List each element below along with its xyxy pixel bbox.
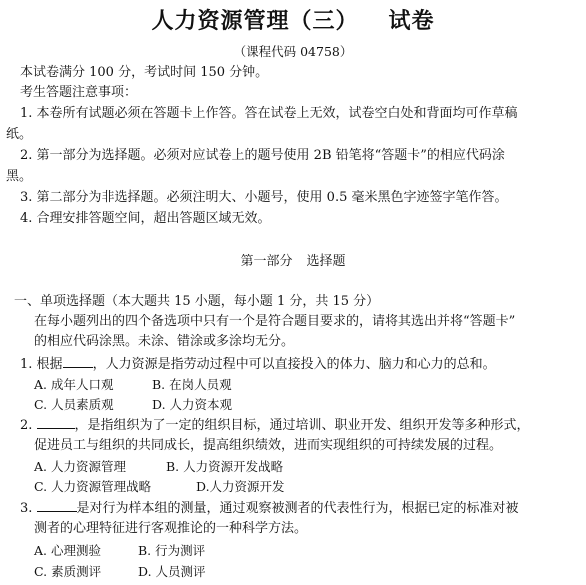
question-1-number: 1. bbox=[20, 357, 33, 372]
exam-title-main: 人力资源管理（三） bbox=[151, 9, 359, 34]
note-line-1-cont: 纸。 bbox=[6, 127, 33, 142]
question-3-option-c: C. 素质测评 bbox=[34, 564, 102, 579]
question-3-text-cont: 测者的心理特征进行客观推论的一种科学方法。 bbox=[34, 521, 308, 536]
answer-blank bbox=[37, 499, 77, 512]
question-3-option-b: B. 行为测评 bbox=[138, 543, 206, 558]
exam-title-suffix: 试卷 bbox=[388, 9, 435, 34]
question-2-option-a: A. 人力资源管理 bbox=[34, 459, 126, 474]
intro-notes-heading: 考生答题注意事项： bbox=[20, 85, 138, 100]
question-3-option-a: A. 心理测验 bbox=[34, 543, 101, 558]
question-2-text: ，是指组织为了一定的组织目标，通过培训、职业开发、组织开发等多种形式， bbox=[74, 418, 530, 433]
question-3-text: 是对行为样本组的测量，通过观察被测者的代表性行为，根据已定的标准对被 bbox=[76, 501, 519, 516]
question-1-text: ，人力资源是指劳动过程中可以直接投入的体力、脑力和心力的总和。 bbox=[92, 357, 496, 372]
question-2-option-b: B. 人力资源开发战略 bbox=[166, 459, 284, 474]
question-2-number: 2. bbox=[20, 418, 33, 433]
question-3-option-d: D. 人员测评 bbox=[138, 564, 206, 579]
question-1-option-a: A. 成年人口观 bbox=[34, 377, 114, 392]
part1-heading bbox=[0, 250, 586, 269]
question-1-option-b: B. 在岗人员观 bbox=[152, 377, 232, 392]
note-line-2: 2. 第一部分为选择题。必须对应试卷上的题号使用 2B 铅笔将“答题卡”的相应代码涂 bbox=[20, 148, 505, 163]
question-2-option-c: C. 人力资源管理战略 bbox=[34, 479, 152, 494]
note-line-4: 4. 合理安排答题空间，超出答题区域无效。 bbox=[20, 211, 271, 226]
exam-title bbox=[0, 4, 586, 35]
question-1-option-c: C. 人员素质观 bbox=[34, 397, 114, 412]
answer-blank bbox=[37, 416, 75, 429]
note-line-2-cont: 黑。 bbox=[6, 169, 33, 184]
section-title: 一、单项选择题（本大题共 15 小题，每小题 1 分，共 15 分） bbox=[14, 294, 380, 309]
question-3 bbox=[20, 499, 519, 518]
question-2 bbox=[20, 416, 530, 435]
question-1-prefix: 根据 bbox=[36, 357, 63, 372]
question-3-number: 3. bbox=[20, 501, 33, 516]
section-desc-2: 的相应代码涂黑。未涂、错涂或多涂均无分。 bbox=[34, 334, 295, 349]
answer-blank bbox=[63, 355, 93, 368]
note-line-3: 3. 第二部分为非选择题。必须注明大、小题号，使用 0.5 毫米黑色字迹签字笔作答。 bbox=[20, 190, 508, 205]
question-1-option-d: D. 人力资本观 bbox=[152, 397, 233, 412]
part1-heading-b: 选择题 bbox=[306, 254, 346, 269]
question-1 bbox=[20, 355, 496, 374]
question-2-text-cont: 促进员工与组织的共同成长，提高组织绩效，进而实现组织的可持续发展的过程。 bbox=[34, 438, 503, 453]
section-desc-1: 在每小题列出的四个备选项中只有一个是符合题目要求的，请将其选出并将“答题卡” bbox=[34, 314, 516, 329]
course-code: （课程代码 04758） bbox=[233, 44, 353, 59]
part1-heading-a: 第一部分 bbox=[240, 254, 293, 269]
question-2-option-d: D.人力资源开发 bbox=[196, 479, 285, 494]
intro-score-line: 本试卷满分 100 分，考试时间 150 分钟。 bbox=[20, 65, 269, 80]
note-line-1: 1. 本卷所有试题必须在答题卡上作答。答在试卷上无效，试卷空白处和背面均可作草稿 bbox=[20, 106, 518, 121]
